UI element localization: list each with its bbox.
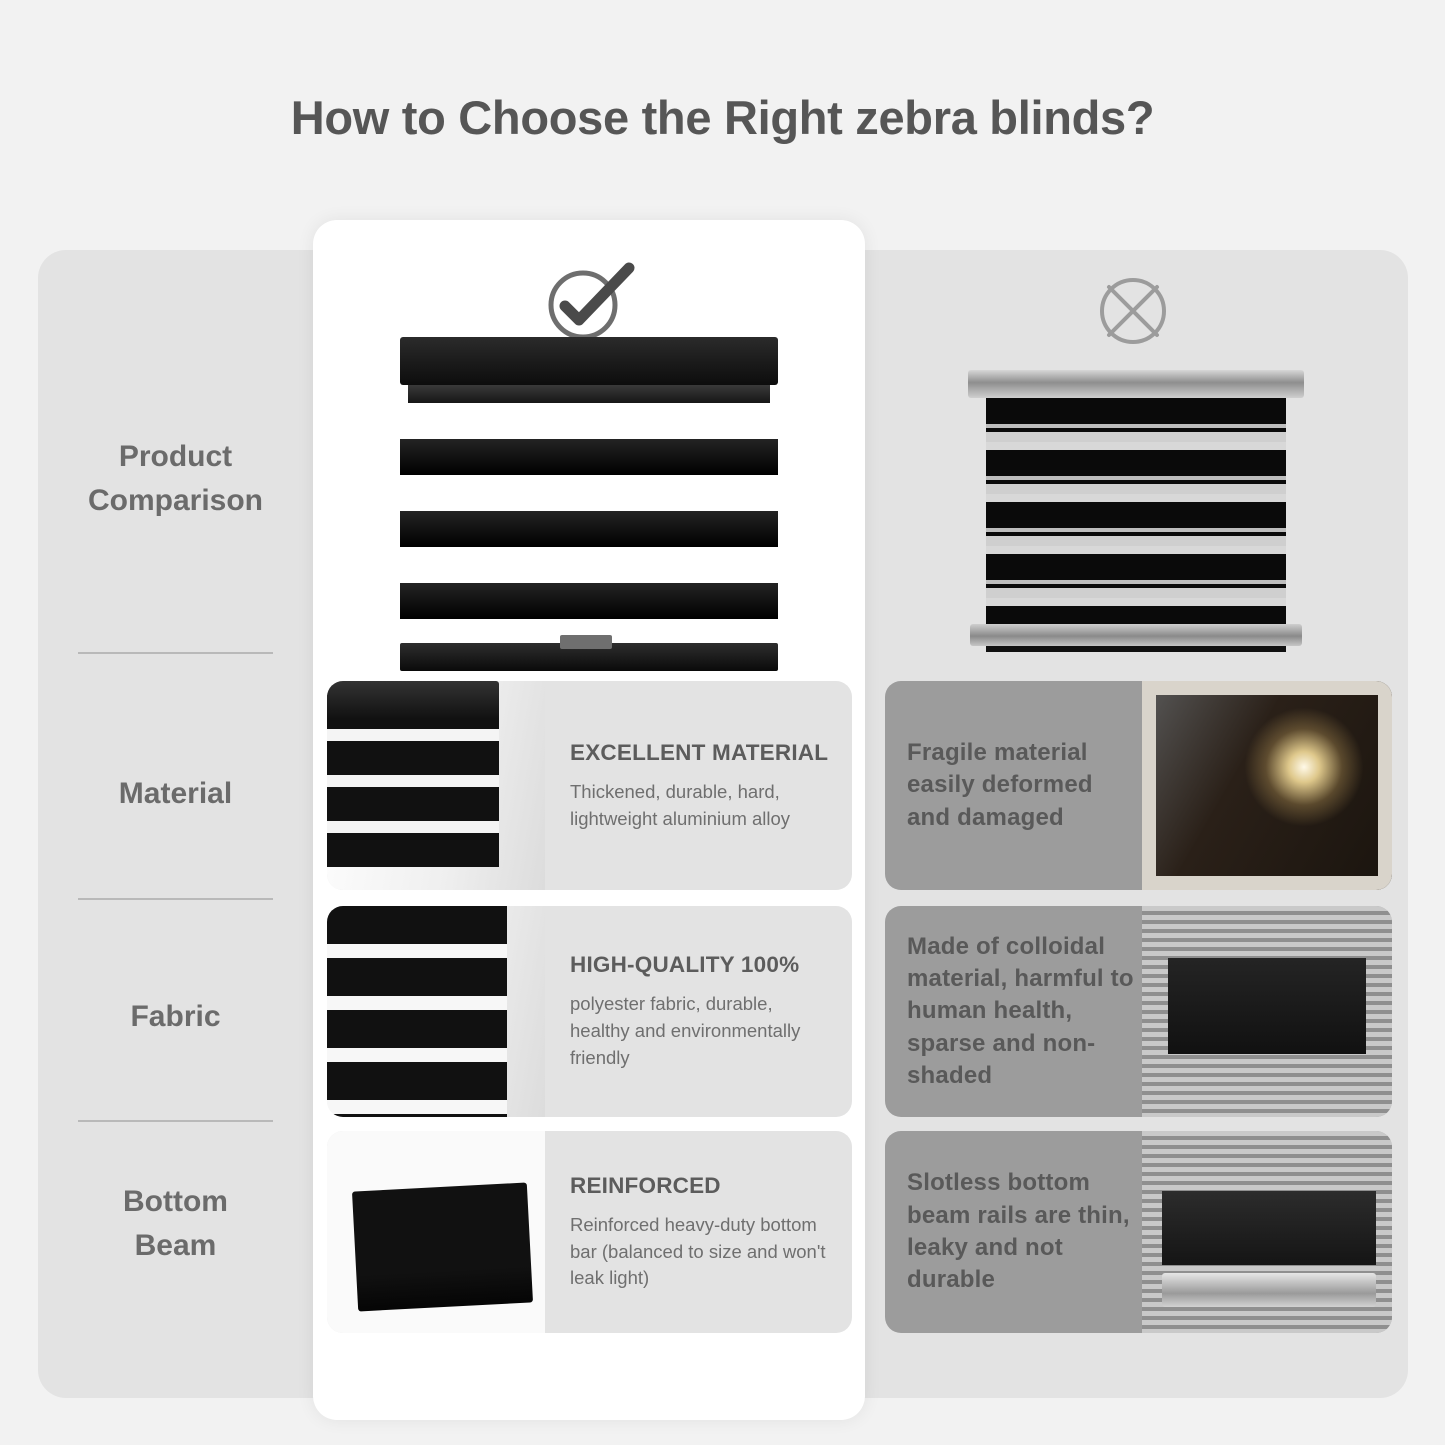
row-divider-3 bbox=[78, 1120, 273, 1122]
zebra-blind-fabric-image bbox=[327, 906, 545, 1117]
bad-blind-bottom-rail bbox=[970, 624, 1302, 646]
thin-bottom-rail-image bbox=[1142, 1131, 1392, 1333]
row-label-bottom-beam bbox=[38, 1180, 313, 1267]
zebra-blind-closeup-image bbox=[327, 681, 545, 890]
reinforced-bottom-bar-image bbox=[327, 1131, 545, 1333]
page-title: How to Choose the Right zebra blinds? bbox=[290, 91, 1155, 144]
sparse-blind-fabric-image bbox=[1142, 906, 1392, 1117]
row-label-bottom-beam-line1: Bottom bbox=[123, 1185, 228, 1218]
good-feature-fabric-heading: HIGH-QUALITY 100% bbox=[570, 952, 800, 978]
bad-feature-bottom-beam-heading: Slotless bottom beam rails are thin, leaky and not durable bbox=[907, 1169, 1130, 1294]
row-label-product-comparison-line1: Product bbox=[118, 440, 233, 473]
good-feature-fabric-description: polyester fabric, durable, healthy and environmentally friendly bbox=[570, 993, 801, 1068]
damaged-blind-window-glare-image bbox=[1142, 681, 1392, 890]
cross-circle-icon bbox=[1094, 272, 1172, 350]
blind-bottom-rail bbox=[400, 643, 778, 671]
good-feature-fabric bbox=[327, 906, 852, 1117]
bad-feature-bottom-beam bbox=[885, 1131, 1392, 1333]
bad-feature-fabric bbox=[885, 906, 1392, 1117]
row-label-column bbox=[38, 250, 313, 1398]
good-feature-material-description: Thickened, durable, hard, lightweight aluminium alloy bbox=[570, 780, 791, 829]
row-label-product-comparison bbox=[38, 435, 313, 522]
bad-blind-illustration bbox=[986, 370, 1286, 652]
good-feature-material bbox=[327, 681, 852, 890]
blind-slat bbox=[400, 511, 778, 547]
good-feature-bottom-beam bbox=[327, 1131, 852, 1333]
row-label-bottom-beam-line2: Beam bbox=[134, 1228, 217, 1262]
bad-feature-material bbox=[885, 681, 1392, 890]
row-label-material: Material bbox=[118, 777, 233, 810]
good-feature-bottom-beam-description: Reinforced heavy-duty bottom bar (balanced to size and won't leak light) bbox=[570, 1213, 826, 1289]
row-divider-1 bbox=[78, 652, 273, 654]
row-label-product-comparison-line2: Comparison bbox=[87, 483, 264, 517]
blind-slat bbox=[400, 439, 778, 475]
check-circle-icon bbox=[545, 262, 637, 342]
bad-feature-material-heading: Fragile material easily deformed and damaged bbox=[907, 738, 1093, 831]
row-label-fabric: Fabric bbox=[130, 1000, 221, 1033]
bad-blind-headrail bbox=[968, 370, 1304, 398]
good-feature-material-heading: EXCELLENT MATERIAL bbox=[570, 739, 829, 765]
bad-feature-fabric-heading: Made of colloidal material, harmful to human health, sparse and non-shaded bbox=[907, 932, 1134, 1090]
row-divider-2 bbox=[78, 898, 273, 900]
good-blind-illustration bbox=[400, 337, 778, 671]
bad-blind-fabric bbox=[986, 398, 1286, 624]
blind-headrail bbox=[400, 337, 778, 385]
good-feature-bottom-beam-heading: REINFORCED bbox=[570, 1172, 721, 1198]
blind-slat bbox=[400, 583, 778, 619]
